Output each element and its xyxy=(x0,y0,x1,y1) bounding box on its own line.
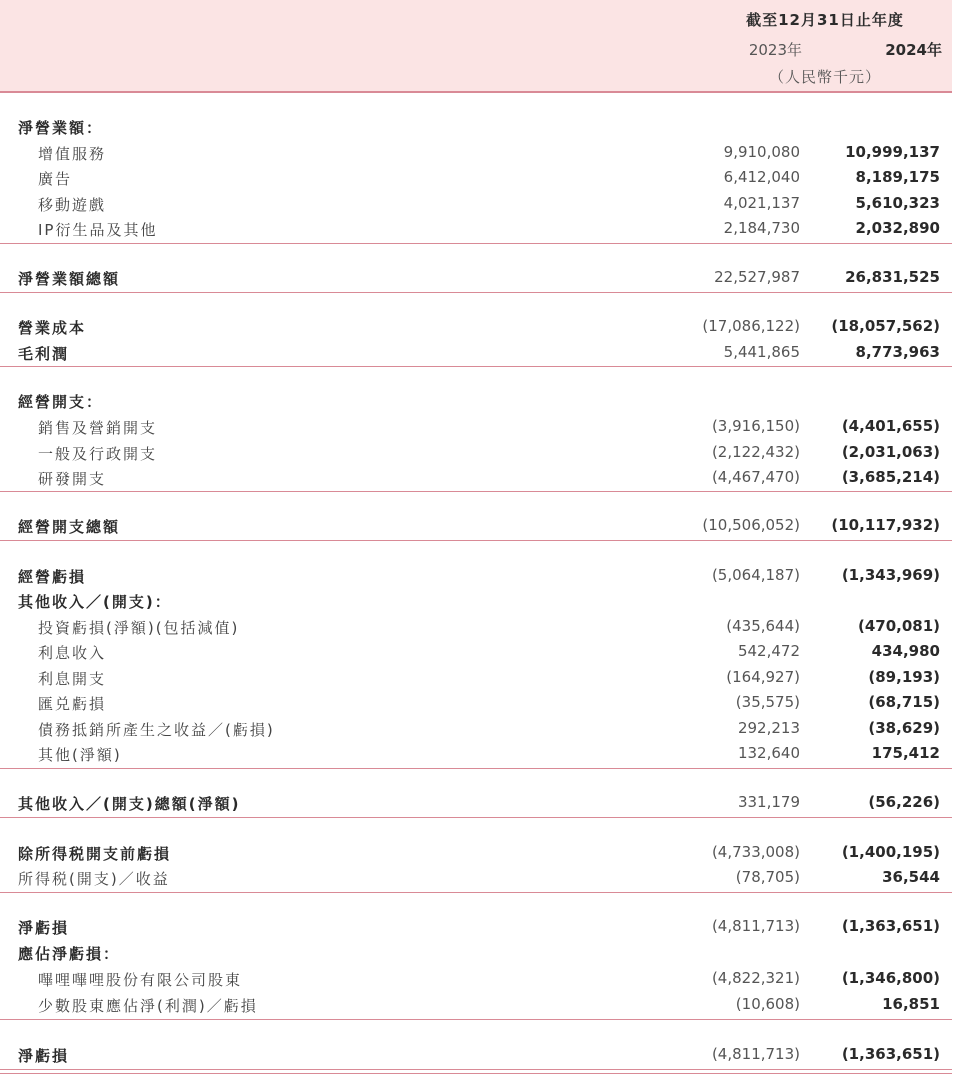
row-label: 利息開支 xyxy=(38,670,107,688)
value-2024: 36,544 xyxy=(882,868,940,886)
value-2023: 542,472 xyxy=(737,642,800,660)
value-2024: (3,685,214) xyxy=(841,468,940,486)
row-divider xyxy=(0,292,952,293)
value-2023: (2,122,432) xyxy=(711,443,800,461)
table-row xyxy=(0,615,952,639)
value-2023: (4,811,713) xyxy=(711,1045,800,1063)
row-label: 一般及行政開支 xyxy=(38,445,158,463)
value-2023: (4,822,321) xyxy=(711,969,800,987)
row-label: 移動遊戲 xyxy=(38,196,107,214)
value-2023: (17,086,122) xyxy=(702,317,800,335)
row-label: 銷售及營銷開支 xyxy=(38,419,158,437)
column-2024-heading: 2024年 xyxy=(885,41,942,59)
value-2023: (435,644) xyxy=(726,617,800,635)
value-2024: 175,412 xyxy=(871,744,940,762)
row-label: 經營開支總額 xyxy=(18,518,121,536)
table-row xyxy=(0,841,952,865)
value-2023: 331,179 xyxy=(737,793,800,811)
value-2024: (1,343,969) xyxy=(841,566,940,584)
table-row xyxy=(0,315,952,339)
table-row xyxy=(0,141,952,165)
value-2024: (68,715) xyxy=(868,693,940,711)
row-label: IP衍生品及其他 xyxy=(38,221,158,239)
value-2023: 2,184,730 xyxy=(723,219,800,237)
value-2023: 22,527,987 xyxy=(714,268,800,286)
row-label: 投資虧損(淨額)(包括減值) xyxy=(38,619,240,637)
row-label: 其他(淨額) xyxy=(38,746,122,764)
section-attributable-net-loss xyxy=(0,941,952,965)
value-2024: 434,980 xyxy=(871,642,940,660)
table-row xyxy=(0,717,952,741)
value-2024: (89,193) xyxy=(868,668,940,686)
value-2024: (1,346,800) xyxy=(841,969,940,987)
row-divider xyxy=(0,1069,952,1070)
row-label: 營業成本 xyxy=(18,319,87,337)
row-divider xyxy=(0,892,952,893)
row-label: 其他收入／(開支)： xyxy=(18,593,172,611)
row-label: 應佔淨虧損： xyxy=(18,945,121,963)
value-2024: (4,401,655) xyxy=(841,417,940,435)
value-2023: (78,705) xyxy=(735,868,800,886)
row-label: 其他收入／(開支)總額(淨額) xyxy=(18,795,241,813)
row-label: 少數股東應佔淨(利潤)／虧損 xyxy=(38,997,258,1015)
table-header xyxy=(0,0,952,93)
column-2023-heading: 2023年 xyxy=(748,41,802,59)
row-label: 利息收入 xyxy=(38,644,107,662)
table-row xyxy=(0,466,952,490)
table-row-total xyxy=(0,1043,952,1067)
value-2023: (4,733,008) xyxy=(711,843,800,861)
value-2023: 132,640 xyxy=(737,744,800,762)
value-2023: (10,506,052) xyxy=(702,516,800,534)
section-net-revenues xyxy=(0,115,952,139)
table-row xyxy=(0,666,952,690)
value-2024: (1,363,651) xyxy=(841,917,940,935)
value-2024: 10,999,137 xyxy=(845,143,940,161)
value-2024: 8,773,963 xyxy=(855,343,940,361)
value-2023: (164,927) xyxy=(726,668,800,686)
value-2023: 292,213 xyxy=(737,719,800,737)
value-2024: (38,629) xyxy=(868,719,940,737)
row-label: 嗶哩嗶哩股份有限公司股東 xyxy=(38,971,243,989)
row-label: 毛利潤 xyxy=(18,345,70,363)
currency-unit: （人民幣千元） xyxy=(768,68,881,86)
table-row-total xyxy=(0,791,952,815)
table-row xyxy=(0,915,952,939)
row-label: 經營虧損 xyxy=(18,568,87,586)
row-divider xyxy=(0,491,952,492)
table-row xyxy=(0,166,952,190)
row-label: 淨營業額： xyxy=(18,119,104,137)
value-2023: 5,441,865 xyxy=(723,343,800,361)
row-label: 淨虧損 xyxy=(18,1047,70,1065)
row-label: 研發開支 xyxy=(38,470,107,488)
table-row xyxy=(0,691,952,715)
value-2024: 8,189,175 xyxy=(855,168,940,186)
value-2024: (1,400,195) xyxy=(841,843,940,861)
row-divider xyxy=(0,366,952,367)
value-2023: (4,467,470) xyxy=(711,468,800,486)
value-2023: (35,575) xyxy=(735,693,800,711)
row-label: 債務抵銷所產生之收益／(虧損) xyxy=(38,721,275,739)
row-label: 除所得税開支前虧損 xyxy=(18,845,172,863)
value-2023: 4,021,137 xyxy=(723,194,800,212)
row-label: 廣告 xyxy=(38,170,73,188)
row-divider xyxy=(0,540,952,541)
section-other-income xyxy=(0,589,952,613)
value-2024: 5,610,323 xyxy=(855,194,940,212)
table-row xyxy=(0,967,952,991)
row-label: 所得税(開支)／收益 xyxy=(18,870,170,888)
table-row xyxy=(0,742,952,766)
value-2023: 6,412,040 xyxy=(723,168,800,186)
table-row-total xyxy=(0,514,952,538)
value-2023: (3,916,150) xyxy=(711,417,800,435)
table-row xyxy=(0,993,952,1017)
value-2024: 16,851 xyxy=(882,995,940,1013)
value-2024: (56,226) xyxy=(868,793,940,811)
value-2023: (5,064,187) xyxy=(711,566,800,584)
value-2024: 2,032,890 xyxy=(855,219,940,237)
value-2023: (10,608) xyxy=(735,995,800,1013)
row-label: 增值服務 xyxy=(38,145,107,163)
row-divider xyxy=(0,768,952,769)
table-row xyxy=(0,866,952,890)
value-2024: (1,363,651) xyxy=(841,1045,940,1063)
value-2024: 26,831,525 xyxy=(845,268,940,286)
row-label: 淨虧損 xyxy=(18,919,70,937)
row-divider xyxy=(0,243,952,244)
row-label: 匯兑虧損 xyxy=(38,695,107,713)
section-operating-expenses xyxy=(0,389,952,413)
value-2023: (4,811,713) xyxy=(711,917,800,935)
table-row xyxy=(0,217,952,241)
row-divider xyxy=(0,817,952,818)
row-divider-double xyxy=(0,1073,952,1074)
table-row xyxy=(0,441,952,465)
value-2024: (2,031,063) xyxy=(841,443,940,461)
table-row xyxy=(0,415,952,439)
table-row xyxy=(0,341,952,365)
row-label: 經營開支： xyxy=(18,393,104,411)
value-2024: (10,117,932) xyxy=(831,516,940,534)
period-heading: 截至12月31日止年度 xyxy=(746,11,904,29)
table-row-total xyxy=(0,266,952,290)
value-2024: (470,081) xyxy=(857,617,940,635)
table-row xyxy=(0,640,952,664)
row-divider xyxy=(0,1019,952,1020)
table-row xyxy=(0,564,952,588)
value-2023: 9,910,080 xyxy=(723,143,800,161)
table-row xyxy=(0,192,952,216)
row-label: 淨營業額總額 xyxy=(18,270,121,288)
value-2024: (18,057,562) xyxy=(831,317,940,335)
